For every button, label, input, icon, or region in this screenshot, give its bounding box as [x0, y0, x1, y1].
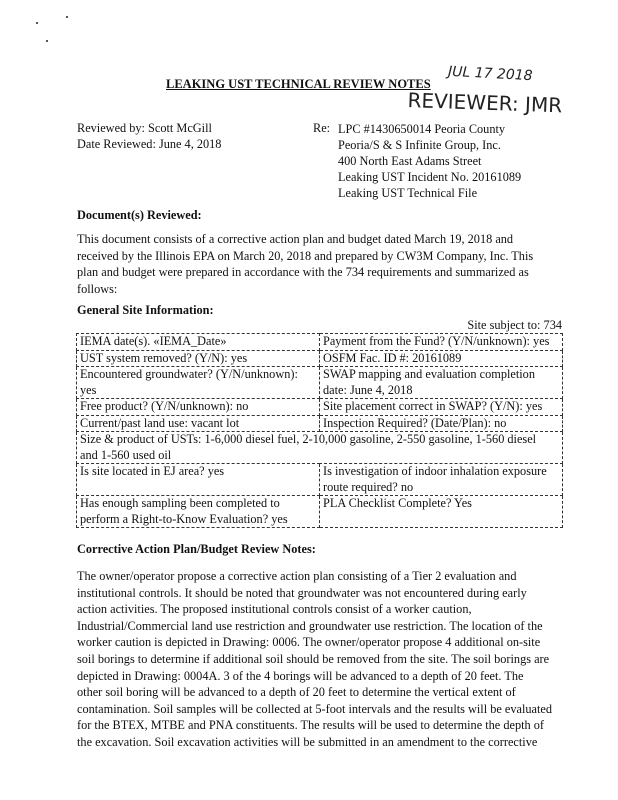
- cap-heading: Corrective Action Plan/Budget Review Notes:: [77, 542, 316, 556]
- table-cell: PLA Checklist Complete? Yes: [320, 496, 563, 528]
- site-info-heading: General Site Information:: [77, 303, 214, 317]
- site-info-table: [76, 333, 563, 528]
- scan-speck: [36, 22, 38, 24]
- table-row: [77, 399, 563, 416]
- reviewed-by: Reviewed by: Scott McGill: [77, 121, 212, 135]
- table-cell: Current/past land use: vacant lot: [77, 415, 320, 432]
- scan-speck: [66, 16, 68, 18]
- table-cell: IEMA date(s). «IEMA_Date»: [77, 334, 320, 351]
- re-line: 400 North East Adams Street: [338, 154, 482, 168]
- table-cell: UST system removed? (Y/N): yes: [77, 350, 320, 367]
- paragraph-line: soil borings to determine if additional soil should be removed from the site. The soil borings are: [77, 651, 550, 666]
- table-cell: Site placement correct in SWAP? (Y/N): yes: [320, 399, 563, 416]
- paragraph-line: institutional controls. It should be noted that groundwater was not encountered during early: [77, 585, 527, 600]
- document-title: LEAKING UST TECHNICAL REVIEW NOTES: [166, 77, 431, 91]
- paragraph-line: received by the Illinois EPA on March 20, 2018 and prepared by CW3M Company, Inc. This: [77, 248, 534, 263]
- re-line: Leaking UST Incident No. 20161089: [338, 170, 522, 184]
- cap-paragraph: [77, 568, 567, 751]
- table-row: [77, 350, 563, 367]
- paragraph-line: for the BTEX, MTBE and PNA constituents. The results will be used to determine the depth of: [77, 718, 544, 733]
- re-label: Re:: [313, 121, 331, 135]
- re-line: LPC #1430650014 Peoria County: [338, 122, 506, 136]
- paragraph-line: the excavation. Soil excavation activities will be submitted in an amendment to the corrective: [77, 734, 538, 749]
- table-cell: Encountered groundwater? (Y/N/unknown): yes: [77, 367, 320, 399]
- re-block: [338, 121, 521, 201]
- paragraph-line: depicted in Drawing: 0004A. 3 of the 4 borings will be advanced to a depth of 20 feet. The: [77, 668, 524, 683]
- paragraph-line: plan and budget were prepared in accordance with the 734 requirements and summarized as: [77, 265, 529, 280]
- paragraph-line: contamination. Soil samples will be collected at 5-foot intervals and the results will be evaluated: [77, 701, 553, 716]
- table-cell: OSFM Fac. ID #: 20161089: [320, 350, 563, 367]
- paragraph-line: This document consists of a corrective action plan and budget dated March 19, 2018 and: [77, 232, 514, 246]
- paragraph-line: other soil boring will be advanced to a depth of 20 feet to determine the vertical extent of: [77, 685, 516, 700]
- table-cell: SWAP mapping and evaluation completion date: June 4, 2018: [320, 367, 563, 399]
- table-cell: Inspection Required? (Date/Plan): no: [320, 415, 563, 432]
- paragraph-line: worker caution is depicted in Drawing: 0006. The owner/operator propose 4 additional on-site: [77, 635, 541, 650]
- site-subject: Site subject to: 734: [467, 318, 562, 332]
- documents-paragraph: [77, 231, 567, 297]
- table-row: [77, 464, 563, 496]
- reviewer-stamp: REVIEWER: JMR: [407, 88, 563, 118]
- table-cell: Payment from the Fund? (Y/N/unknown): yes: [320, 334, 563, 351]
- re-line: Peoria/S & S Infinite Group, Inc.: [338, 138, 501, 152]
- table-cell: Is investigation of indoor inhalation exposure route required? no: [320, 464, 563, 496]
- table-row: [77, 415, 563, 432]
- table-row: [77, 432, 563, 464]
- paragraph-line: follows:: [77, 281, 118, 296]
- table-cell: Is site located in EJ area? yes: [77, 464, 320, 496]
- table-cell: Free product? (Y/N/unknown): no: [77, 399, 320, 416]
- paragraph-line: Industrial/Commercial land use restriction and groundwater use restriction. The location of the: [77, 618, 543, 633]
- table-cell: Has enough sampling been completed to perform a Right-to-Know Evaluation? yes: [77, 496, 320, 528]
- re-line: Leaking UST Technical File: [338, 186, 478, 200]
- scan-speck: [46, 40, 48, 42]
- documents-heading: Document(s) Reviewed:: [77, 208, 202, 222]
- table-cell: Size & product of USTs: 1-6,000 diesel fuel, 2-10,000 gasoline, 2-550 gasoline, 1-560 diesel and 1-560 used oil: [77, 432, 563, 464]
- table-row: [77, 367, 563, 399]
- table-row: [77, 334, 563, 351]
- date-reviewed: Date Reviewed: June 4, 2018: [77, 137, 222, 151]
- table-row: [77, 496, 563, 528]
- paragraph-line: action activities. The proposed institutional controls consist of a worker caution,: [77, 602, 472, 617]
- paragraph-line: The owner/operator propose a corrective action plan consisting of a Tier 2 evaluation and: [77, 569, 517, 583]
- date-stamp: JUL 17 2018: [447, 63, 533, 85]
